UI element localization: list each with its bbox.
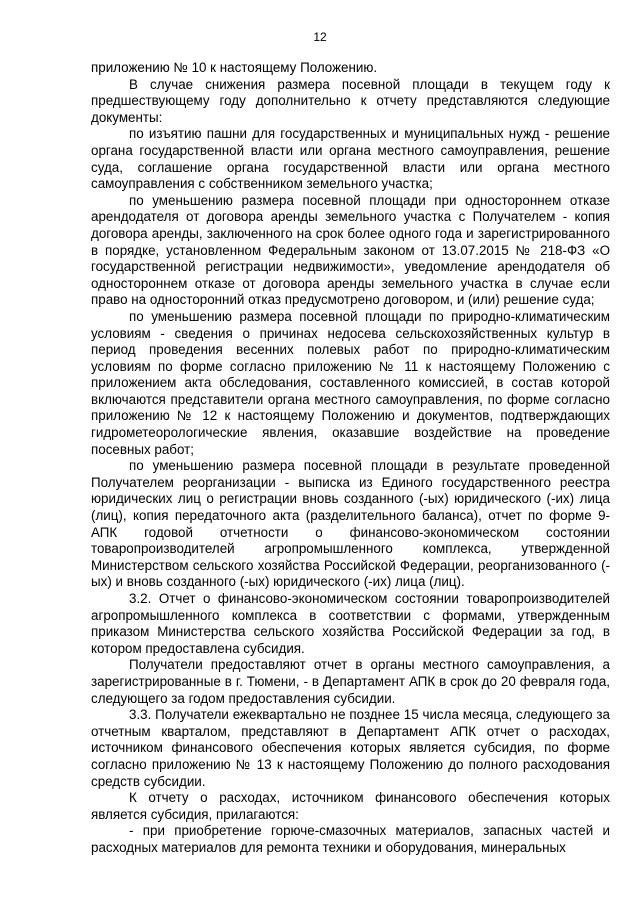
paragraph: по уменьшению размера посевной площади по природно-климатическим условиям - сведения о причинах недосева сельскохозяйственных культур в период проведения весенних полевых работ по природно-климатическим условиям по форме согласно приложению № 11 к настоящему Положению с приложением акта обследования, составленного комиссией, в состав которой включаются представители органа местного самоуправления, по форме согласно приложению № 12 к настоящему Положению и документов, подтверждающих гидрометеорологические явления, оказавшие воздействие на проведение посевных работ;	[91, 308, 610, 457]
paragraph: по изъятию пашни для государственных и муниципальных нужд - решение органа государственной власти или органа местного самоуправления, решение суда, соглашение органа государственной власти или органа местного самоуправления с собственником земельного участка;	[91, 126, 610, 192]
page-number: 12	[313, 30, 327, 44]
document-body	[91, 60, 610, 857]
paragraph: 3.3. Получатели ежеквартально не позднее 15 числа месяца, следующего за отчетным кварталом, представляют в Департамент АПК отчет о расходах, источником финансового обеспечения которых является субсидия, по форме согласно приложению № 13 к настоящему Положению до полного расходования средств субсидии.	[91, 707, 610, 789]
paragraph: В случае снижения размера посевной площади в текущем году к предшествующему году дополнительно к отчету представляются следующие документы:	[91, 76, 610, 125]
paragraph: приложению № 10 к настоящему Положению.	[91, 60, 378, 75]
paragraph: по уменьшению размера посевной площади при одностороннем отказе арендодателя от договора аренды земельного участка с Получателем - копия договора аренды, заключенного на срок более одного года и зарегистрированного в порядке, установленном Федеральным законом от 13.07.2015 № 218-ФЗ «О государственной регистрации недвижимости», уведомление арендодателя об одностороннем отказе от договора аренды земельного участка в случае если право на односторонний отказ предусмотрено договором, и (или) решение суда;	[91, 192, 610, 308]
paragraph: К отчету о расходах, источником финансового обеспечения которых является субсидия, прилагаются:	[91, 790, 610, 822]
paragraph: 3.2. Отчет о финансово-экономическом состоянии товаропроизводителей агропромышленного комплекса в соответствии с формами, утвержденным приказом Министерства сельского хозяйства Российской Федерации за год, в котором предоставлена субсидия.	[91, 591, 610, 656]
paragraph: Получатели предоставляют отчет в органы местного самоуправления, а зарегистрированные в г. Тюмени, - в Департамент АПК в срок до 20 февраля года, следующего за годом предоставления субсидии.	[91, 657, 610, 706]
paragraph: по уменьшению размера посевной площади в результате проведенной Получателем реорганизации - выписка из Единого государственного реестра юридических лиц о регистрации вновь созданного (-ых) юридического (-их) лица (лиц), копия передаточного акта (разделительного баланса), отчет по форме 9-АПК годовой отчетности о финансово-экономическом состоянии товаропроизводителей агропромышленного комплекса, утвержденной Министерством сельского хозяйства Российской Федерации, реорганизованного (-ых) и вновь созданного (-ых) юридического (-их) лица (лиц).	[91, 458, 610, 590]
paragraph: - при приобретение горюче-смазочных материалов, запасных частей и расходных материалов для ремонта техники и оборудования, минеральных	[91, 823, 610, 855]
